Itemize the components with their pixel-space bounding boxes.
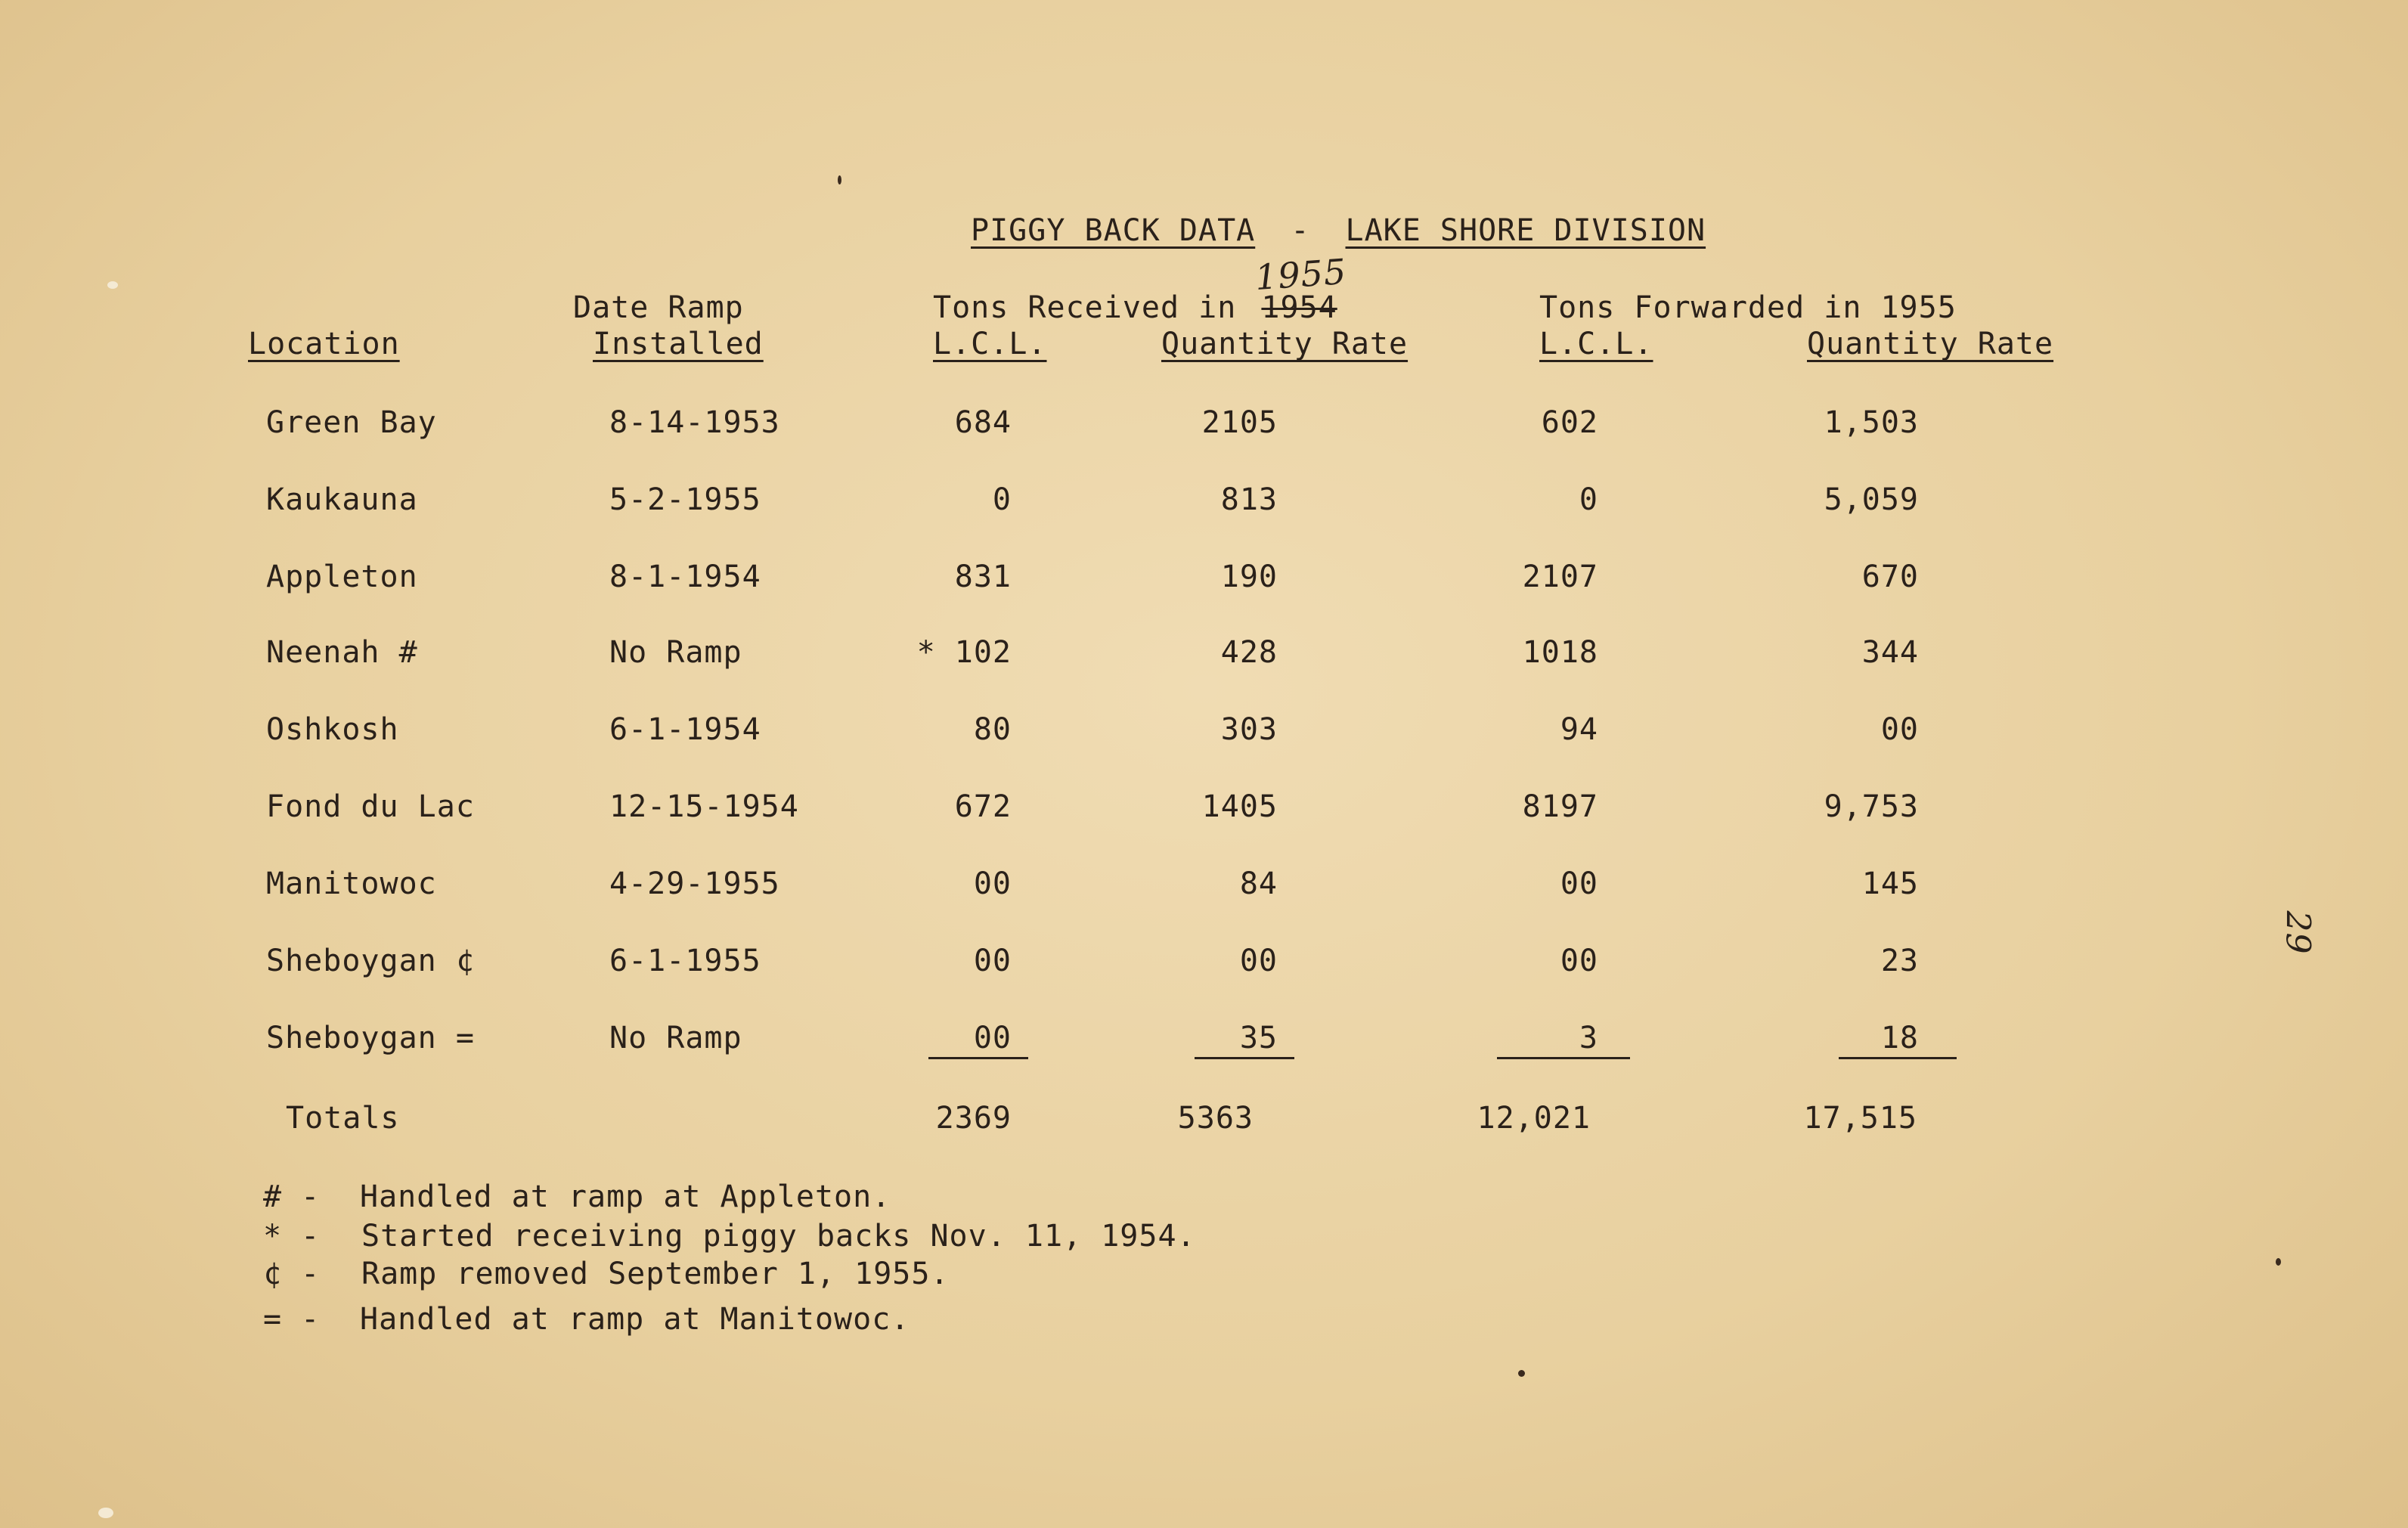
cell-received-qty: 84 — [1239, 866, 1278, 901]
totals-forwarded-lcl: 12,021 — [1477, 1101, 1591, 1136]
cell-received-lcl: 684 — [954, 405, 1012, 440]
header-received-lcl: L.C.L. — [933, 327, 1047, 361]
cell-date: 8-14-1953 — [609, 405, 780, 440]
totals-received-lcl: 2369 — [935, 1101, 1012, 1136]
totals-forwarded-qty: 17,515 — [1803, 1101, 1917, 1136]
footnote-symbol: # - — [263, 1179, 321, 1214]
cell-forwarded-lcl: 2107 — [1522, 559, 1598, 594]
cell-forwarded-lcl: 94 — [1560, 712, 1598, 747]
cell-forwarded-qty: 1,503 — [1824, 405, 1919, 440]
cell-received-qty: 813 — [1220, 482, 1278, 517]
cell-received-lcl: 0 — [992, 482, 1012, 517]
footnote-symbol: * - — [263, 1219, 321, 1254]
title-separator: - — [1291, 213, 1310, 248]
document-title — [971, 213, 1706, 248]
cell-forwarded-qty: 5,059 — [1824, 482, 1919, 517]
cell-forwarded-qty: 670 — [1861, 559, 1919, 594]
cell-forwarded-lcl: 00 — [1560, 866, 1598, 901]
footnote-symbol: ¢ - — [263, 1257, 321, 1291]
header-location: Location — [248, 327, 400, 361]
header-forwarded-qty-rate: Quantity Rate — [1807, 327, 2054, 361]
footnote-symbol: = - — [263, 1302, 321, 1337]
totals-received-qty: 5363 — [1177, 1101, 1254, 1136]
cell-forwarded-qty: 18 — [1880, 1021, 1919, 1055]
cell-received-qty: 190 — [1220, 559, 1278, 594]
title-right: LAKE SHORE DIVISION — [1345, 213, 1706, 248]
header-received-label: Tons Received in — [933, 290, 1237, 325]
paper-speck — [838, 175, 841, 184]
cell-forwarded-lcl: 0 — [1579, 482, 1598, 517]
cell-location: Neenah # — [266, 635, 418, 670]
cell-received-lcl: 00 — [973, 1021, 1012, 1055]
paper-blemish — [107, 281, 118, 289]
cell-received-lcl: 80 — [973, 712, 1012, 747]
margin-page-number: 29 — [2278, 910, 2317, 955]
cell-forwarded-lcl: 00 — [1560, 944, 1598, 978]
paper-blemish — [98, 1508, 113, 1518]
cell-forwarded-lcl: 8197 — [1522, 789, 1598, 824]
paper-speck — [1518, 1370, 1525, 1377]
cell-received-lcl: 00 — [973, 866, 1012, 901]
cell-date: 5-2-1955 — [609, 482, 761, 517]
cell-date: No Ramp — [609, 1021, 742, 1055]
cell-location: Fond du Lac — [266, 789, 475, 824]
sum-rule — [1839, 1057, 1957, 1059]
cell-location: Oshkosh — [266, 712, 399, 747]
sum-rule — [1497, 1057, 1630, 1059]
cell-received-lcl: 00 — [973, 944, 1012, 978]
cell-location: Green Bay — [266, 405, 437, 440]
header-forwarded-lcl: L.C.L. — [1539, 327, 1653, 361]
totals-label: Totals — [286, 1101, 400, 1136]
cell-location: Appleton — [266, 559, 418, 594]
paper-speck — [2276, 1258, 2281, 1266]
cell-received-qty: 00 — [1239, 944, 1278, 978]
cell-forwarded-qty: 23 — [1880, 944, 1919, 978]
cell-location: Sheboygan ¢ — [266, 944, 475, 978]
footnote-text: Handled at ramp at Manitowoc. — [360, 1302, 910, 1337]
cell-date: 6-1-1954 — [609, 712, 761, 747]
cell-received-qty: 35 — [1239, 1021, 1278, 1055]
cell-date: 4-29-1955 — [609, 866, 780, 901]
cell-received-qty: 303 — [1220, 712, 1278, 747]
cell-received-qty: 428 — [1220, 635, 1278, 670]
cell-received-qty: 1405 — [1201, 789, 1278, 824]
sum-rule — [928, 1057, 1028, 1059]
title-left: PIGGY BACK DATA — [971, 213, 1256, 248]
cell-forwarded-lcl: 602 — [1541, 405, 1598, 440]
cell-location: Kaukauna — [266, 482, 418, 517]
cell-forwarded-qty: 9,753 — [1824, 789, 1919, 824]
cell-forwarded-lcl: 1018 — [1522, 635, 1598, 670]
cell-location: Sheboygan = — [266, 1021, 475, 1055]
cell-received-lcl: 831 — [954, 559, 1012, 594]
cell-forwarded-qty: 00 — [1880, 712, 1919, 747]
header-received-year-struck: 1954 — [1261, 290, 1337, 325]
footnote-text: Started receiving piggy backs Nov. 11, 1954. — [361, 1219, 1196, 1254]
header-date-top: Date Ramp — [573, 290, 744, 325]
cell-received-lcl: 672 — [954, 789, 1012, 824]
cell-forwarded-qty: 344 — [1861, 635, 1919, 670]
sum-rule — [1195, 1057, 1294, 1059]
header-received-year-handwritten: 1955 — [1254, 250, 1348, 299]
footnote-text: Handled at ramp at Appleton. — [360, 1179, 891, 1214]
cell-date: No Ramp — [609, 635, 742, 670]
cell-received-lcl: * 102 — [916, 635, 1012, 670]
cell-forwarded-qty: 145 — [1861, 866, 1919, 901]
footnote-text: Ramp removed September 1, 1955. — [361, 1257, 950, 1291]
cell-date: 8-1-1954 — [609, 559, 761, 594]
cell-location: Manitowoc — [266, 866, 437, 901]
cell-date: 12-15-1954 — [609, 789, 799, 824]
header-date-bottom: Installed — [593, 327, 764, 361]
cell-received-qty: 2105 — [1201, 405, 1278, 440]
cell-forwarded-lcl: 3 — [1579, 1021, 1598, 1055]
header-forwarded-group: Tons Forwarded in 1955 — [1539, 290, 1957, 325]
header-received-qty-rate: Quantity Rate — [1161, 327, 1409, 361]
cell-date: 6-1-1955 — [609, 944, 761, 978]
